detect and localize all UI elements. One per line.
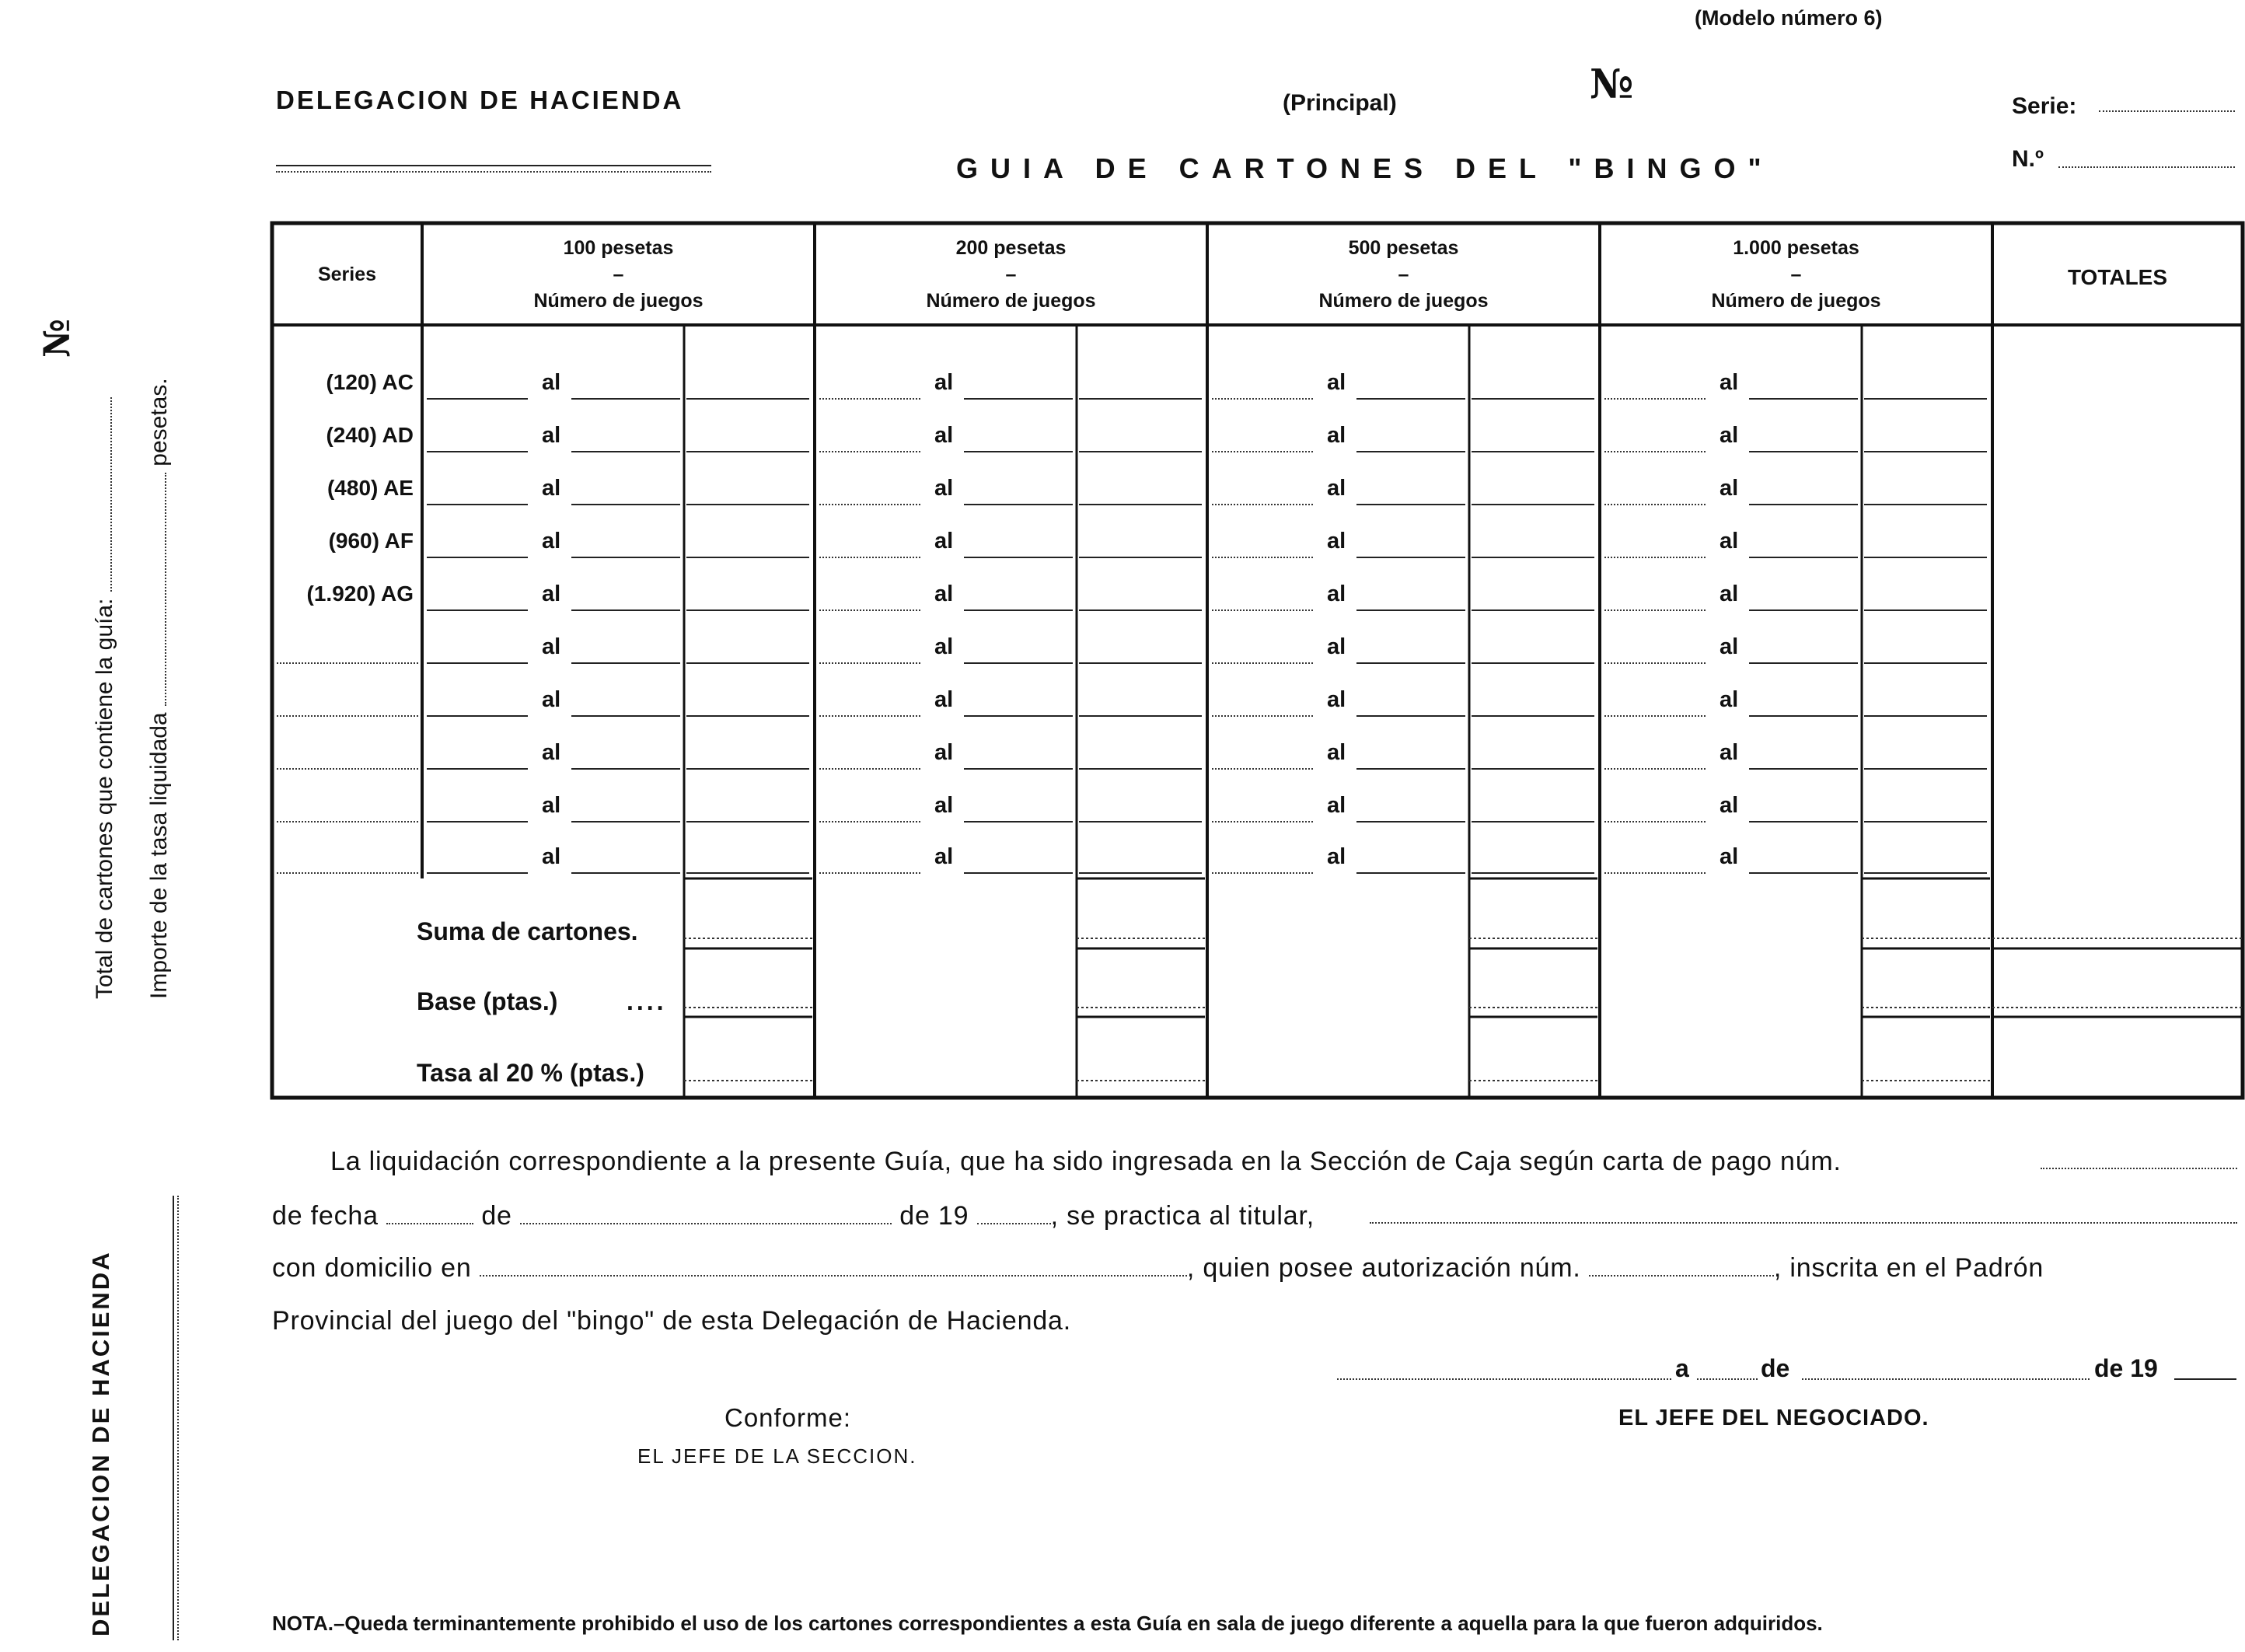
date-year-field[interactable]: [2174, 1378, 2236, 1380]
al-connector: al: [1327, 844, 1346, 869]
fecha-year-label: de 19: [899, 1201, 969, 1231]
from-number-field[interactable]: [819, 662, 920, 664]
al-connector: al: [934, 844, 954, 869]
padron-label: , inscrita en el Padrón: [1773, 1253, 2044, 1283]
row-subtotal-field[interactable]: [686, 557, 809, 558]
row-subtotal-field[interactable]: [1079, 398, 1202, 400]
to-number-field[interactable]: [964, 557, 1073, 558]
al-connector: al: [934, 582, 954, 606]
al-connector: al: [542, 793, 561, 818]
row-subtotal-field[interactable]: [686, 662, 809, 664]
to-number-field[interactable]: [1356, 504, 1465, 505]
to-number-field[interactable]: [571, 557, 680, 558]
fecha-year-field[interactable]: [977, 1203, 1051, 1224]
to-number-field[interactable]: [1356, 768, 1465, 770]
row-subtotal-field[interactable]: [1864, 715, 1987, 717]
from-number-field[interactable]: [427, 609, 528, 611]
from-number-field[interactable]: [1604, 398, 1706, 400]
row-subtotal-field[interactable]: [1079, 768, 1202, 770]
row-subtotal-field[interactable]: [1472, 821, 1594, 823]
copy-type: (Principal): [1283, 90, 1397, 116]
row-subtotal-field[interactable]: [1472, 872, 1594, 874]
row-subtotal-field[interactable]: [686, 821, 809, 823]
from-number-field[interactable]: [1212, 872, 1313, 874]
stub-office: DELEGACION DE HACIENDA: [87, 1250, 114, 1636]
from-number-field[interactable]: [1604, 821, 1706, 823]
series-header: Series: [317, 264, 377, 285]
from-number-field[interactable]: [819, 557, 920, 558]
summary-tasa: Tasa al 20 % (ptas.): [417, 1059, 644, 1087]
row-subtotal-field[interactable]: [1472, 451, 1594, 452]
from-number-field[interactable]: [819, 504, 920, 505]
series-blank-field[interactable]: [277, 768, 418, 770]
row-subtotal-field[interactable]: [1079, 504, 1202, 505]
to-number-field[interactable]: [1356, 609, 1465, 611]
row-subtotal-field[interactable]: [1472, 609, 1594, 611]
to-number-field[interactable]: [1356, 451, 1465, 452]
from-number-field[interactable]: [1604, 504, 1706, 505]
place-field[interactable]: [1337, 1378, 1671, 1380]
autorizacion-label: , quien posee autorización núm.: [1186, 1253, 1581, 1283]
row-subtotal-field[interactable]: [1079, 872, 1202, 874]
al-connector: al: [542, 529, 561, 554]
row-subtotal-field[interactable]: [1864, 609, 1987, 611]
to-number-field[interactable]: [1749, 715, 1858, 717]
office-title: DELEGACION DE HACIENDA: [276, 86, 684, 114]
serie-label: Serie:: [2012, 93, 2077, 119]
summary-base-dots: ....: [627, 987, 667, 1015]
column-label: Número de juegos: [1318, 290, 1489, 312]
row-subtotal-field[interactable]: [1864, 504, 1987, 505]
row-subtotal-field[interactable]: [1472, 504, 1594, 505]
series-blank-field[interactable]: [277, 662, 418, 664]
to-number-field[interactable]: [964, 451, 1073, 452]
from-number-field[interactable]: [1604, 609, 1706, 611]
to-number-field[interactable]: [1356, 715, 1465, 717]
row-subtotal-field[interactable]: [1472, 768, 1594, 770]
al-connector: al: [1327, 529, 1346, 554]
al-connector: al: [1720, 740, 1739, 765]
to-number-field[interactable]: [964, 504, 1073, 505]
al-connector: al: [934, 793, 954, 818]
al-connector: al: [542, 634, 561, 659]
summary-base: Base (ptas.): [417, 987, 558, 1015]
fecha-de-label: de: [481, 1201, 512, 1231]
al-connector: al: [1720, 582, 1739, 606]
from-number-field[interactable]: [427, 662, 528, 664]
liquidation-line-1: [330, 1147, 1842, 1177]
al-connector: al: [542, 370, 561, 395]
row-subtotal-field[interactable]: [686, 768, 809, 770]
from-number-field[interactable]: [819, 451, 920, 452]
to-number-field[interactable]: [571, 715, 680, 717]
date-year-label: de 19: [2094, 1354, 2158, 1382]
from-number-field[interactable]: [427, 451, 528, 452]
to-number-field[interactable]: [1749, 872, 1858, 874]
al-connector: al: [934, 476, 954, 501]
column-header-500: [1207, 235, 1600, 314]
stub-total-label: Total de cartones que contiene la guía:: [92, 598, 117, 999]
column-dash: –: [1005, 264, 1017, 285]
column-label: Número de juegos: [926, 290, 1096, 312]
domicilio-field[interactable]: [480, 1255, 1187, 1277]
al-connector: al: [934, 687, 954, 712]
from-number-field[interactable]: [1604, 557, 1706, 558]
row-subtotal-field[interactable]: [1864, 821, 1987, 823]
al-connector: al: [934, 740, 954, 765]
column-dash: –: [613, 264, 624, 285]
row-subtotal-field[interactable]: [1864, 398, 1987, 400]
al-connector: al: [1720, 476, 1739, 501]
from-number-field[interactable]: [1604, 715, 1706, 717]
series-blank-field[interactable]: [277, 872, 418, 874]
from-number-field[interactable]: [1212, 715, 1313, 717]
to-number-field[interactable]: [1749, 821, 1858, 823]
al-connector: al: [1720, 687, 1739, 712]
row-subtotal-field[interactable]: [1864, 451, 1987, 452]
totals-header: TOTALES: [2067, 265, 2168, 289]
row-subtotal-field[interactable]: [1079, 609, 1202, 611]
from-number-field[interactable]: [819, 398, 920, 400]
column-label: Número de juegos: [1711, 290, 1881, 312]
column-header-200: [815, 235, 1207, 314]
jefe-seccion-label: EL JEFE DE LA SECCION.: [637, 1444, 917, 1468]
column-label: Número de juegos: [533, 290, 704, 312]
liquidation-text-1: La liquidación correspondiente a la presente Guía, que ha sido ingresada en la Sección de Caja según carta de pago núm.: [330, 1147, 1842, 1176]
series-label: (960) AF: [328, 529, 414, 553]
summary-suma: Suma de cartones.: [417, 917, 638, 945]
al-connector: al: [1720, 423, 1739, 448]
to-number-field[interactable]: [571, 398, 680, 400]
from-number-field[interactable]: [1212, 662, 1313, 664]
to-number-field[interactable]: [964, 821, 1073, 823]
row-subtotal-field[interactable]: [1079, 715, 1202, 717]
to-number-field[interactable]: [1749, 451, 1858, 452]
carta-pago-field[interactable]: [2041, 1168, 2237, 1169]
al-connector: al: [934, 423, 954, 448]
to-number-field[interactable]: [1356, 398, 1465, 400]
to-number-field[interactable]: [571, 504, 680, 505]
al-connector: al: [1327, 582, 1346, 606]
from-number-field[interactable]: [819, 821, 920, 823]
to-number-field[interactable]: [1749, 768, 1858, 770]
al-connector: al: [542, 476, 561, 501]
al-connector: al: [1720, 844, 1739, 869]
stub-importe-unit: pesetas.: [146, 378, 172, 466]
row-subtotal-field[interactable]: [686, 872, 809, 874]
model-number: (Modelo número 6): [1695, 6, 1883, 30]
al-connector: al: [1720, 529, 1739, 554]
liquidation-line-4: Provincial del juego del "bingo" de esta Delegación de Hacienda.: [272, 1306, 1071, 1336]
row-subtotal-field[interactable]: [1864, 872, 1987, 874]
row-subtotal-field[interactable]: [1472, 715, 1594, 717]
form-title: GUIA DE CARTONES DEL "BINGO": [956, 152, 1774, 184]
al-connector: al: [1327, 687, 1346, 712]
to-number-field[interactable]: [1749, 609, 1858, 611]
to-number-field[interactable]: [1356, 872, 1465, 874]
titular-field[interactable]: [1370, 1222, 2237, 1224]
al-connector: al: [1327, 634, 1346, 659]
date-de-label: de: [1761, 1354, 1790, 1382]
domicilio-label: con domicilio en: [272, 1253, 472, 1283]
to-number-field[interactable]: [1749, 398, 1858, 400]
date-a-label: a: [1675, 1354, 1689, 1382]
to-number-field[interactable]: [571, 662, 680, 664]
from-number-field[interactable]: [427, 715, 528, 717]
row-subtotal-field[interactable]: [686, 451, 809, 452]
to-number-field[interactable]: [571, 609, 680, 611]
al-connector: al: [542, 423, 561, 448]
from-number-field[interactable]: [1212, 504, 1313, 505]
al-connector: al: [1327, 793, 1346, 818]
number-symbol: №: [1590, 61, 1634, 108]
number-label: N.º: [2012, 146, 2044, 172]
from-number-field[interactable]: [427, 557, 528, 558]
conforme-label: Conforme:: [724, 1403, 852, 1432]
to-number-field[interactable]: [964, 398, 1073, 400]
jefe-negociado-label: EL JEFE DEL NEGOCIADO.: [1618, 1406, 1929, 1430]
autorizacion-field[interactable]: [1589, 1255, 1774, 1277]
row-subtotal-field[interactable]: [1079, 451, 1202, 452]
from-number-field[interactable]: [1212, 821, 1313, 823]
series-label: (480) AE: [326, 476, 414, 500]
series-blank-field[interactable]: [277, 715, 418, 717]
al-connector: al: [1720, 370, 1739, 395]
from-number-field[interactable]: [427, 821, 528, 823]
to-number-field[interactable]: [964, 768, 1073, 770]
row-subtotal-field[interactable]: [1472, 557, 1594, 558]
from-number-field[interactable]: [1212, 557, 1313, 558]
to-number-field[interactable]: [1356, 662, 1465, 664]
row-subtotal-field[interactable]: [1079, 557, 1202, 558]
al-connector: al: [1720, 634, 1739, 659]
from-number-field[interactable]: [427, 398, 528, 400]
from-number-field[interactable]: [819, 609, 920, 611]
row-subtotal-field[interactable]: [1864, 557, 1987, 558]
row-subtotal-field[interactable]: [1472, 398, 1594, 400]
from-number-field[interactable]: [427, 768, 528, 770]
to-number-field[interactable]: [1749, 504, 1858, 505]
column-price: 200 pesetas: [955, 237, 1067, 259]
row-subtotal-field[interactable]: [686, 609, 809, 611]
row-subtotal-field[interactable]: [1864, 662, 1987, 664]
column-price: 1.000 pesetas: [1733, 237, 1859, 259]
from-number-field[interactable]: [1212, 609, 1313, 611]
series-label: (240) AD: [326, 423, 414, 447]
al-connector: al: [934, 634, 954, 659]
to-number-field[interactable]: [1356, 821, 1465, 823]
to-number-field[interactable]: [571, 451, 680, 452]
al-connector: al: [1327, 740, 1346, 765]
to-number-field[interactable]: [964, 872, 1073, 874]
from-number-field[interactable]: [1604, 451, 1706, 452]
row-subtotal-field[interactable]: [686, 504, 809, 505]
to-number-field[interactable]: [964, 715, 1073, 717]
al-connector: al: [934, 370, 954, 395]
fecha-label: de fecha: [272, 1201, 379, 1231]
column-header-1000: [1600, 235, 1992, 314]
al-connector: al: [1327, 476, 1346, 501]
column-price: 100 pesetas: [563, 237, 674, 259]
al-connector: al: [934, 529, 954, 554]
to-number-field[interactable]: [1749, 557, 1858, 558]
al-connector: al: [1327, 370, 1346, 395]
row-subtotal-field[interactable]: [686, 715, 809, 717]
date-day-field[interactable]: [1697, 1378, 1758, 1380]
row-subtotal-field[interactable]: [686, 398, 809, 400]
al-connector: al: [542, 687, 561, 712]
row-subtotal-field[interactable]: [1472, 662, 1594, 664]
to-number-field[interactable]: [964, 609, 1073, 611]
to-number-field[interactable]: [571, 821, 680, 823]
to-number-field[interactable]: [571, 768, 680, 770]
fecha-day-field[interactable]: [386, 1203, 473, 1224]
column-dash: –: [1790, 264, 1802, 285]
from-number-field[interactable]: [819, 768, 920, 770]
to-number-field[interactable]: [1749, 662, 1858, 664]
series-label: (120) AC: [326, 370, 414, 394]
column-header-100: [422, 235, 815, 314]
from-number-field[interactable]: [427, 504, 528, 505]
from-number-field[interactable]: [819, 872, 920, 874]
al-connector: al: [542, 844, 561, 869]
column-dash: –: [1398, 264, 1409, 285]
liquidation-line-3: [272, 1253, 2044, 1284]
from-number-field[interactable]: [1604, 872, 1706, 874]
from-number-field[interactable]: [1212, 451, 1313, 452]
fecha-month-field[interactable]: [520, 1203, 892, 1224]
from-number-field[interactable]: [427, 872, 528, 874]
column-price: 500 pesetas: [1348, 237, 1459, 259]
from-number-field[interactable]: [1604, 768, 1706, 770]
footnote: NOTA.–Queda terminantemente prohibido el uso de los cartones correspondientes a esta Guía en sala de juego diferente a aquella para la que fueron adquiridos.: [272, 1612, 1823, 1635]
al-connector: al: [542, 740, 561, 765]
to-number-field[interactable]: [1356, 557, 1465, 558]
al-connector: al: [1327, 423, 1346, 448]
titular-label: , se practica al titular,: [1050, 1201, 1315, 1231]
from-number-field[interactable]: [1212, 398, 1313, 400]
from-number-field[interactable]: [1604, 662, 1706, 664]
from-number-field[interactable]: [1212, 768, 1313, 770]
to-number-field[interactable]: [964, 662, 1073, 664]
stub-importe-label: Importe de la tasa liquidada: [146, 712, 172, 999]
liquidation-line-2: [272, 1201, 1315, 1231]
date-month-field[interactable]: [1802, 1378, 2090, 1380]
stub-number-symbol: №: [36, 319, 78, 358]
al-connector: al: [542, 582, 561, 606]
row-subtotal-field[interactable]: [1864, 768, 1987, 770]
row-subtotal-field[interactable]: [1079, 662, 1202, 664]
series-blank-field[interactable]: [277, 821, 418, 823]
series-label: (1.920) AG: [306, 582, 414, 606]
al-connector: al: [1720, 793, 1739, 818]
to-number-field[interactable]: [571, 872, 680, 874]
row-subtotal-field[interactable]: [1079, 821, 1202, 823]
from-number-field[interactable]: [819, 715, 920, 717]
